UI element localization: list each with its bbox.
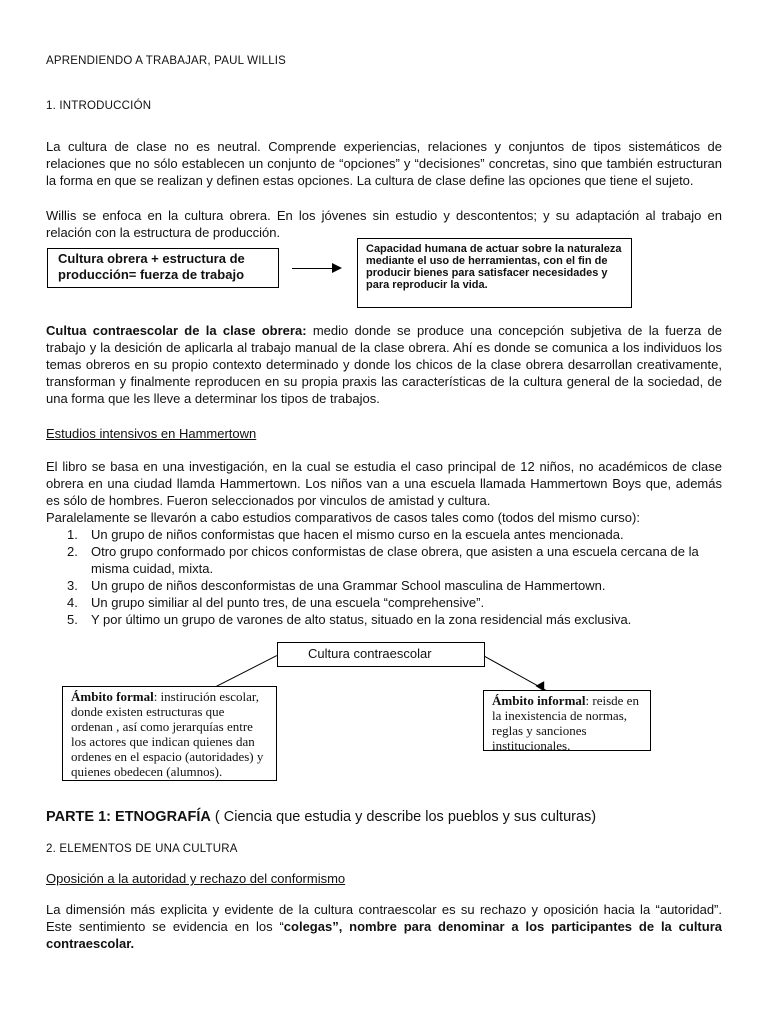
parte-1-heading: PARTE 1: ETNOGRAFÍA ( Ciencia que estudia y describe los pueblos y sus culturas)	[46, 809, 597, 825]
diagram-box-ambito-informal: Ámbito informal: reisde en la inexistencia de normas, reglas y sanciones institucionales.	[483, 690, 651, 751]
list-item: 2. Otro grupo conformado por chicos conformistas de clase obrera, que asisten a una escuela cercana de la misma cuidad, mixta.	[67, 544, 699, 576]
estudios-paragraph-2: Paralelamente se llevarón a cabo estudios comparativos de casos tales como (todos del mismo curso):	[46, 510, 640, 525]
list-item: 1. Un grupo de niños conformistas que hacen el mismo curso en la escuela antes mencionada.	[67, 527, 624, 542]
document-title: APRENDIENDO A TRABAJAR, PAUL WILLIS	[46, 55, 287, 67]
comparative-studies-list	[46, 526, 722, 628]
arrow-line	[292, 268, 334, 269]
contraescolar-term: Cultua contraescolar de la clase obrera:	[46, 323, 307, 338]
contraescolar-text: medio donde se produce una concepción subjetiva de la fuerza de trabajo y la desición de aplicarla al trabajo manual de la clase obrera. Ahí es donde se comunica a los individuos los temas obreros en su propio contexto determinado y donde los chicos de la clase obrera desarrollan creativamente, transforman y finalmente reproducen en su propia praxis las características de la cultura general de la sociedad, de una forma que les lleve a determinar los tipos de trabajos.	[46, 323, 722, 406]
list-item: 5. Y por último un grupo de varones de alto status, situado en la zona residencial más exclusiva.	[67, 612, 632, 627]
list-item: 4. Un grupo similiar al del punto tres, de una escuela “comprehensive”.	[67, 595, 485, 610]
diagram-box-ambito-formal: Ámbito formal: instirución escolar, donde existen estructuras que ordenan , así como jerarquías entre los actores que indican quienes dan ordenes en el espacio (autoridades) y quienes obedecen (alumnos).	[62, 686, 277, 781]
oposicion-heading: Oposición a la autoridad y rechazo del conformismo	[46, 871, 346, 886]
section-heading-elementos: 2. ELEMENTOS DE UNA CULTURA	[46, 843, 238, 855]
estudios-paragraph-1: El libro se basa en una investigación, en la cual se estudia el caso principal de 12 niños, no académicos de clase obrera en una ciudad llamda Hammertown. Los niños van a una escuela llamada Hammertown Boys que, además es sólo de hombres. Fueron seleccionados por vinculos de amistad y cultura.	[46, 459, 722, 508]
oposicion-paragraph: La dimensión más explicita y evidente de la cultura contraescolar es su rechazo y oposición hacia la “autoridad”. Este sentimiento se evidencia en los “colegas”, nombre para denominar a los participantes de la cultura contraescolar.	[46, 902, 722, 951]
intro-paragraph-2: Willis se enfoca en la cultura obrera. En los jóvenes sin estudio y descontentos; y su adaptación al trabajo en relación con la estructura de producción.	[46, 208, 722, 240]
diagram-box-fuerza-de-trabajo: Cultura obrera + estructura de producción= fuerza de trabajo	[47, 248, 279, 288]
diagram-box-capacidad-humana: Capacidad humana de actuar sobre la naturaleza mediante el uso de herramientas, con el fin de producir bienes para satisfacer necesidades y para reproducir la vida.	[357, 238, 632, 308]
intro-paragraph-1: La cultura de clase no es neutral. Comprende experiencias, relaciones y conjuntos de tipos sistemáticos de relaciones que no sólo establecen un conjunto de “opciones” y “decisiones” concretas, sino que también estructuran la forma en que se realizan y definen estas opciones. La cultura de clase define las opciones que tiene el sujeto.	[46, 139, 722, 188]
arrow-head-icon	[332, 263, 342, 273]
section-heading-introduccion: 1. INTRODUCCIÓN	[46, 100, 152, 112]
estudios-heading: Estudios intensivos en Hammertown	[46, 426, 257, 441]
contraescolar-paragraph	[46, 322, 722, 407]
list-item: 3. Un grupo de niños desconformistas de una Grammar School masculina de Hammertown.	[67, 578, 606, 593]
diagram-box-cultura-contraescolar: Cultura contraescolar	[277, 642, 485, 667]
